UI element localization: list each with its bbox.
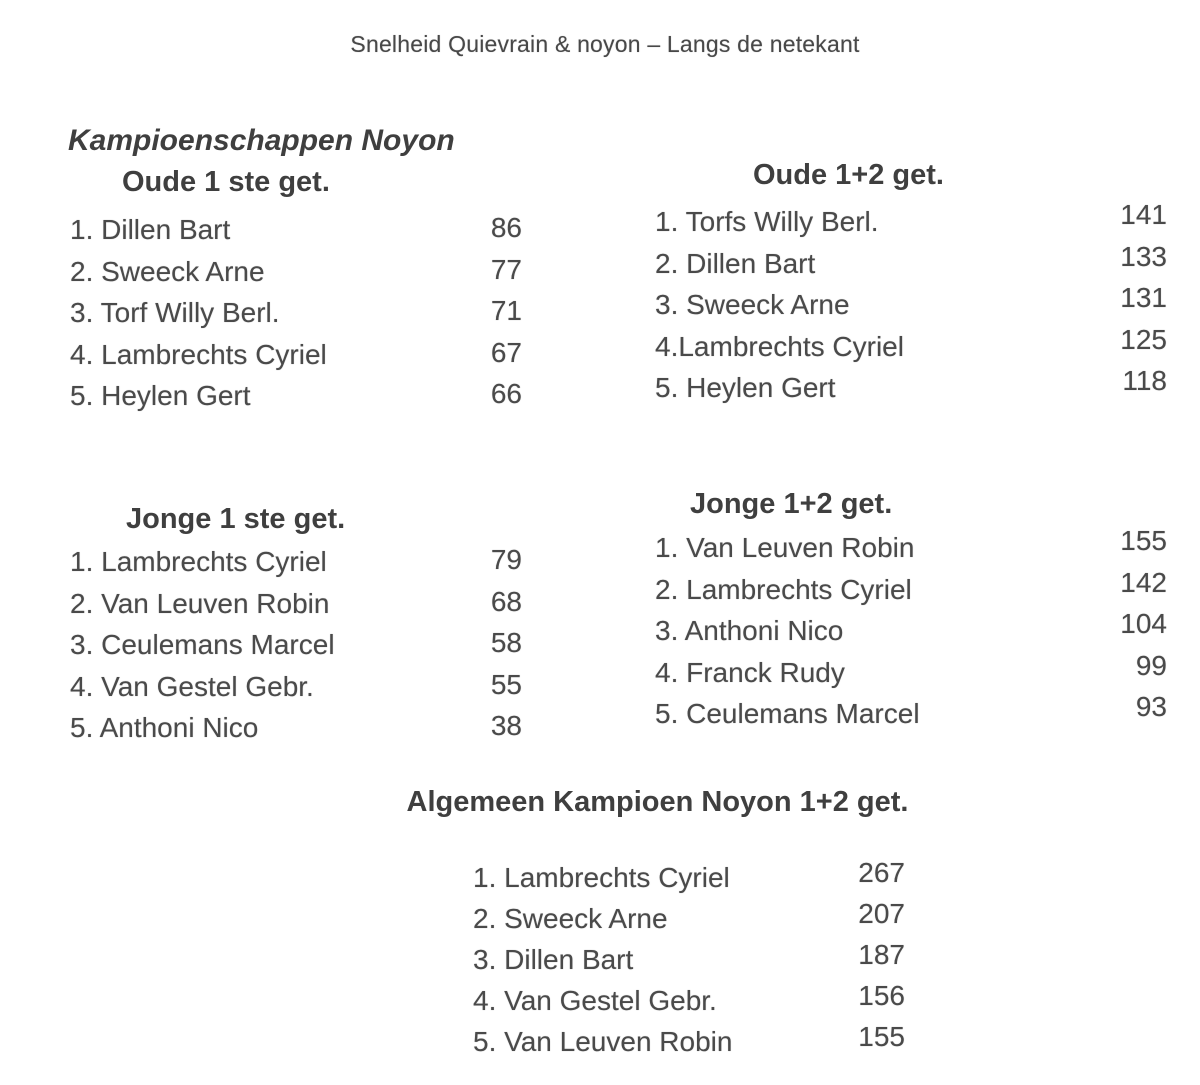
ranking-row (655, 199, 1167, 247)
ranking-row (655, 365, 1167, 413)
competitor-name: 5. Van Leuven Robin (473, 1026, 733, 1057)
ranking-row (473, 857, 905, 902)
competitor-name: 4. Van Gestel Gebr. (70, 670, 314, 702)
ranking-row (70, 628, 522, 670)
competitor-name: 4. Lambrechts Cyriel (70, 338, 327, 370)
section-algemeen-kampioen (473, 857, 905, 1066)
document-title: Snelheid Quievrain & noyon – Langs de netekant (350, 31, 860, 57)
score-value: 267 (858, 857, 905, 888)
section-oude-1ste-get (70, 164, 522, 421)
section-title: Jonge 1 ste get. (126, 503, 346, 535)
ranking-row (655, 525, 1167, 573)
score-value: 118 (1122, 365, 1167, 396)
score-value: 68 (490, 585, 522, 617)
score-value: 142 (1120, 566, 1167, 598)
score-value: 58 (490, 627, 522, 658)
ranking-row (70, 545, 522, 587)
section-title: Oude 1 ste get. (122, 166, 330, 198)
competitor-name: 3. Anthoni Nico (655, 615, 844, 646)
competitor-name: 1. Lambrechts Cyriel (70, 546, 327, 577)
competitor-name: 5. Anthoni Nico (70, 712, 259, 743)
score-value: 207 (858, 898, 905, 929)
competitor-name: 2. Van Leuven Robin (70, 587, 330, 619)
competitor-name: 4. Van Gestel Gebr. (473, 985, 717, 1016)
competitor-name: 1. Torfs Willy Berl. (655, 206, 879, 237)
ranking-row (70, 296, 522, 338)
ranking-row (655, 240, 1167, 289)
competitor-name: 1. Van Leuven Robin (655, 532, 915, 563)
ranking-row (70, 213, 522, 255)
competitor-name: 2. Sweeck Arne (473, 903, 668, 934)
score-value: 131 (1120, 282, 1167, 313)
ranking-row (655, 649, 1167, 698)
section-title: Jonge 1+2 get. (690, 488, 893, 520)
competitor-name: 2. Dillen Bart (655, 247, 816, 279)
competitor-name: 3. Ceulemans Marcel (70, 629, 335, 660)
competitor-name: 1. Lambrechts Cyriel (473, 862, 730, 893)
score-value: 38 (490, 710, 522, 741)
score-value: 155 (1120, 525, 1167, 556)
ranking-row (70, 379, 522, 421)
competitor-name: 5. Heylen Gert (655, 372, 836, 403)
score-value: 187 (858, 939, 905, 970)
competitor-name: 2. Sweeck Arne (70, 255, 265, 287)
score-value: 77 (490, 253, 522, 285)
competitor-name: 3. Sweeck Arne (655, 289, 850, 320)
ranking-row (655, 323, 1167, 372)
score-value: 99 (1135, 649, 1167, 681)
section-title: Oude 1+2 get. (753, 159, 944, 191)
score-value: 66 (490, 378, 522, 409)
score-value: 125 (1120, 323, 1167, 355)
ranking-row (70, 587, 522, 629)
section-jonge-1plus2-get (655, 486, 1167, 739)
overall-champion-title: Algemeen Kampioen Noyon 1+2 get. (406, 786, 909, 818)
ranking-row (70, 255, 522, 297)
score-value: 93 (1135, 691, 1167, 722)
ranking-row (655, 608, 1167, 656)
score-value: 55 (490, 668, 522, 700)
score-value: 86 (490, 212, 522, 243)
ranking-row (655, 282, 1167, 330)
score-value: 155 (858, 1021, 905, 1052)
ranking-row (70, 338, 522, 380)
main-heading: Kampioenschappen Noyon (68, 124, 455, 157)
competitor-name: 4. Franck Rudy (655, 656, 845, 688)
competitor-name: 3. Dillen Bart (473, 944, 634, 975)
competitor-name: 4.Lambrechts Cyriel (655, 330, 904, 362)
ranking-row (655, 566, 1167, 615)
section-jonge-1ste-get (70, 501, 522, 753)
ranking-row (655, 691, 1167, 739)
competitor-name: 3. Torf Willy Berl. (70, 297, 280, 328)
score-value: 71 (490, 295, 522, 326)
competitor-name: 5. Ceulemans Marcel (655, 698, 920, 729)
ranking-row (473, 939, 905, 984)
section-oude-1plus2-get (655, 157, 1167, 413)
score-value: 104 (1120, 608, 1167, 639)
competitor-name: 1. Dillen Bart (70, 214, 231, 245)
competitor-name: 2. Lambrechts Cyriel (655, 573, 912, 605)
score-value: 79 (490, 544, 522, 575)
ranking-row (473, 898, 905, 943)
score-value: 156 (858, 980, 905, 1011)
competitor-name: 5. Heylen Gert (70, 380, 251, 411)
ranking-row (473, 1021, 905, 1066)
ranking-row (473, 980, 905, 1025)
score-value: 67 (490, 336, 522, 368)
score-value: 133 (1120, 240, 1167, 272)
ranking-row (70, 670, 522, 712)
score-value: 141 (1120, 199, 1167, 230)
ranking-row (70, 711, 522, 753)
